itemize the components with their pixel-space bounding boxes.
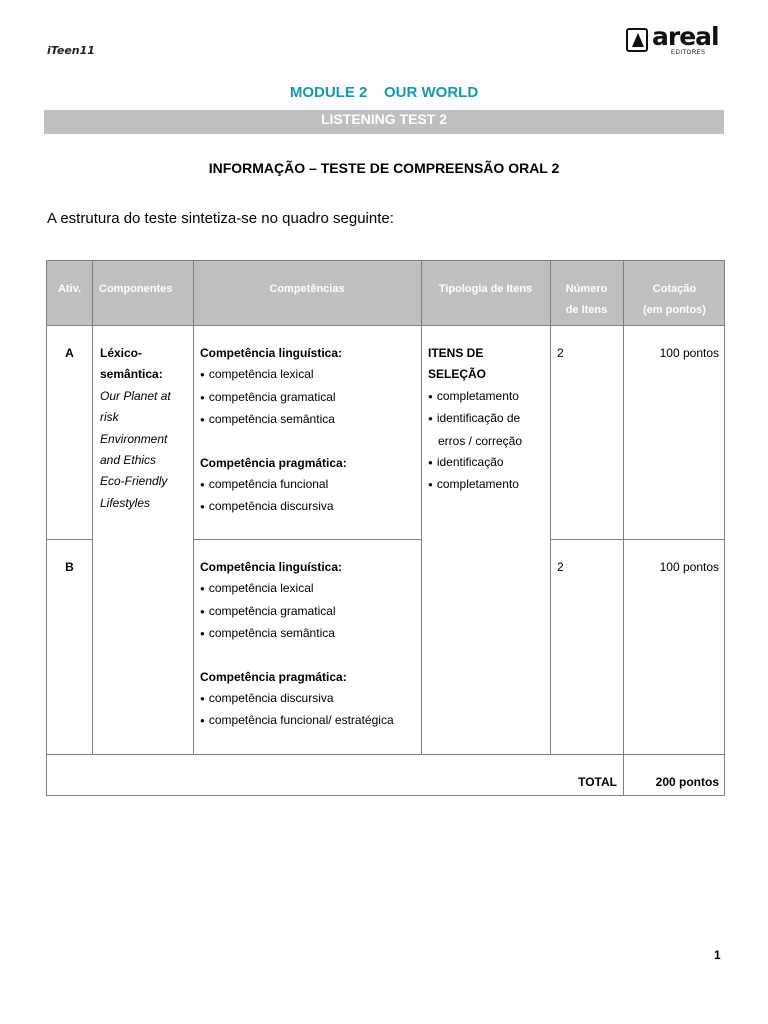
list-item: ● completamento [428, 386, 522, 408]
componentes-title-line-1: Léxico- [100, 346, 143, 360]
componentes-line: Environment [100, 431, 168, 446]
logo-word: areal [652, 22, 719, 51]
grid-line [47, 325, 724, 326]
list-item: ● completamento [428, 474, 522, 496]
total-value: 200 pontos [655, 775, 719, 789]
componentes-line: Lifestyles [100, 495, 151, 510]
page-number: 1 [714, 948, 721, 962]
areal-logo [626, 22, 726, 58]
row-b-prag-title: Competência pragmática: [200, 669, 347, 684]
list-item: ● competência semântica [200, 623, 394, 645]
componentes-line: Eco-Friendly [100, 474, 168, 489]
header-tipologia: Tipologia de Itens [438, 283, 533, 295]
componentes-cell [100, 343, 171, 514]
list-item: ● identificação [428, 452, 522, 474]
spacer [200, 646, 394, 667]
row-b-cotacao: 100 pontos [659, 560, 719, 574]
header-numero-line-1: Número [565, 283, 608, 295]
logo-subtitle: EDITORES [671, 50, 706, 56]
grid-line [421, 261, 422, 754]
header-numero [550, 279, 623, 321]
list-item: ● identificação de [428, 408, 522, 430]
list-item: ● competência gramatical [200, 387, 347, 409]
row-a-ativ: A [65, 346, 74, 360]
module-title: MODULE 2 OUR WORLD [289, 84, 479, 101]
brand-label: iTeen11 [47, 44, 95, 57]
row-b-ling-title: Competência linguística: [200, 560, 343, 574]
header-componentes: Componentes [99, 283, 173, 295]
total-label: TOTAL [578, 775, 617, 789]
grid-line [623, 261, 624, 795]
list-item: ● competência semântica [200, 409, 347, 431]
row-b-competencias [200, 557, 394, 733]
row-a-cotacao: 100 pontos [659, 346, 719, 360]
list-item: ● competência lexical [200, 578, 394, 600]
list-item-continued: erros / correção [438, 433, 523, 448]
row-b-ativ: B [65, 560, 74, 574]
row-a-prag-title: Competência pragmática: [200, 455, 347, 470]
grid-line [193, 261, 194, 754]
tipologia-cell [428, 343, 522, 497]
logo-mark-icon [626, 28, 648, 52]
list-item: ● competência funcional [200, 474, 347, 496]
tipologia-title-line-2: SELEÇÃO [428, 367, 487, 382]
header-cotacao [623, 279, 726, 321]
list-item: ● competência discursiva [200, 688, 394, 710]
grid-line [47, 539, 92, 540]
componentes-line: Our Planet at [100, 388, 171, 403]
section-band: LISTENING TEST 2 [44, 110, 724, 134]
intro-text: A estrutura do teste sintetiza-se no quadro seguinte: [47, 210, 394, 227]
grid-line [550, 261, 551, 754]
list-item: ● competência gramatical [200, 601, 394, 623]
grid-line [92, 261, 93, 754]
header-ativ: Ativ. [57, 283, 82, 295]
header-numero-line-2: de Itens [565, 304, 608, 316]
list-item: ● competência lexical [200, 364, 347, 386]
grid-line [550, 539, 724, 540]
document-title: INFORMAÇÃO – TESTE DE COMPREENSÃO ORAL 2 [208, 160, 560, 176]
list-item: ● competência funcional/ estratégica [200, 710, 394, 732]
componentes-line: risk [100, 410, 119, 425]
header-cotacao-line-2: (em pontos) [643, 304, 706, 316]
header-cotacao-line-1: Cotação [652, 283, 697, 295]
row-b-numero: 2 [557, 560, 564, 574]
header-competencias: Competências [269, 283, 345, 295]
componentes-title-line-2: semântica: [100, 367, 163, 382]
row-a-ling-title: Competência linguística: [200, 346, 343, 360]
spacer [200, 432, 347, 453]
tipologia-title-line-1: ITENS DE [428, 346, 484, 360]
grid-line [47, 754, 724, 755]
row-a-competencias [200, 343, 347, 519]
grid-line [193, 539, 421, 540]
list-item: ● competência discursiva [200, 496, 347, 518]
row-a-numero: 2 [557, 346, 564, 360]
structure-table [46, 260, 725, 796]
componentes-line: and Ethics [100, 453, 157, 468]
